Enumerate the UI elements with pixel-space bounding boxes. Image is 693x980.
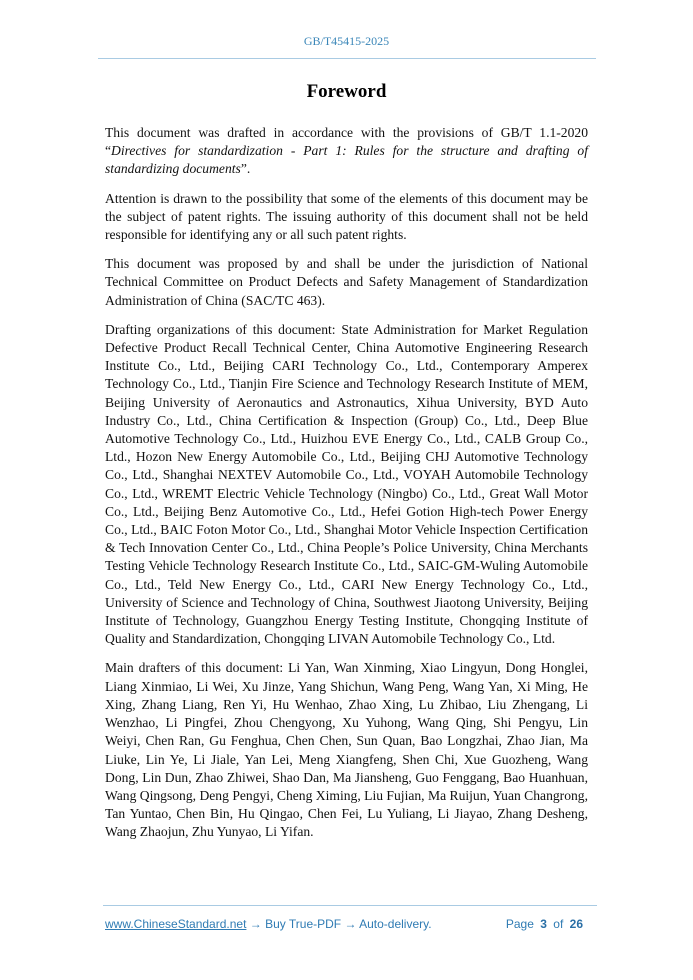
paragraph-jurisdiction: This document was proposed by and shall be under the jurisdiction of National Technical Committee on Product Defects and Safety Management of Standardization Administration of China (SAC/TC 463). [105, 256, 588, 308]
page-number [503, 917, 583, 931]
paragraph-patent-notice: Attention is drawn to the possibility that some of the elements of this document may be the subject of patent rights. The issuing authority of this document shall not be held responsible for identifying any or all such patent rights. [105, 190, 588, 243]
drafting-rules-text: This document was drafted in accordance with the provisions of GB/T 1.1-2020 “ [105, 125, 588, 159]
page-footer [105, 917, 583, 931]
paragraph-drafting-organizations: Drafting organizations of this document: State Administration for Market Regulation Defective Product Recall Technical Center, China Automotive Engineering Research Institute Co., Ltd., Beijing CARI Technology Co., Ltd., Contemporary Amperex Technology Co., Ltd., Tianjin Fire Science and Technology Research Institute of MEM, Beijing University of Aeronautics and Astronautics, Xihua University, BYD Auto Industry Co., Ltd., China Certification & Inspection (Group) Co., Ltd., Deep Blue Automotive Technology Co., Ltd., Huizhou EVE Energy Co., Ltd., CALB Group Co., Ltd., Hozon New Energy Automobile Co., Ltd., Beijing CHJ Automotive Technology Co., Ltd., Shanghai NEXTEV Automobile Co., Ltd., VOYAH Automobile Technology Co., Ltd., WREMT Electric Vehicle Technology (Ningbo) Co., Ltd., Great Wall Motor Co., Ltd., Beijing Benz Automotive Co., Ltd., Hefei Gotion High-tech Power Energy Co., Ltd., BAIC Foton Motor Co., Ltd., Shanghai Motor Vehicle Inspection Certification & Tech Innovation Center Co., Ltd., China People’s Police University, China Merchants Testing Vehicle Technology Research Institute Co., Ltd., SAIC-GM-Wuling Automobile Co., Ltd., Teld New Energy Co., Ltd., CARI New Energy Technology Co., Ltd., University of Science and Technology of China, Southwest Jiaotong University, Beijing Institute of Technology, Guangzhou Energy Testing Institute, Chongqing Institute of Quality and Standardization, Chongqing LIVAN Automobile Technology Co., Ltd. [105, 321, 588, 647]
footer-promo [105, 917, 432, 931]
paragraph-main-drafters: Main drafters of this document: Li Yan, Wan Xinming, Xiao Lingyun, Dong Honglei, Liang Xinmiao, Li Wei, Xu Jinze, Yang Shichun, Wang Peng, Wang Yan, Xi Ming, He Xing, Zhang Liang, Ren Yi, Hu Wenhao, Zhao Xing, Lu Zhibao, Liu Zhengang, Li Wenzhao, Li Pingfei, Zhou Chengyong, Xu Yuhong, Wang Qing, Shi Pengyu, Lin Weiyi, Chen Ran, Gu Fenghua, Chen Chen, Sun Quan, Bao Longzhai, Zhao Jian, Ma Liuke, Lin Ye, Li Jiale, Yan Lei, Meng Xiangfeng, Shen Chi, Xue Guozheng, Wang Dong, Lin Dun, Zhao Zhiwei, Shao Dan, Ma Jiansheng, Guo Fenggang, Bao Huanhuan, Wang Qingsong, Deng Pengyi, Cheng Ximing, Liu Fujian, Ma Ruijun, Yuan Changrong, Tan Yuntao, Chen Bin, Hu Qingao, Chen Fei, Lu Yuliang, Li Jiayao, Zhang Desheng, Wang Zhaojun, Zhu Yunyao, Li Yifan. [105, 660, 588, 840]
directive-title-italic: Directives for standardization - Part 1: Rules for the structure and drafting of standardizing documents [105, 143, 588, 177]
footer-divider [103, 905, 597, 906]
chinesestandard-link[interactable]: www.ChineseStandard.net [105, 917, 247, 931]
page-current: 3 [540, 917, 547, 931]
page-label: Page [505, 917, 534, 931]
page-of-label: of [553, 917, 564, 931]
foreword-body [105, 124, 588, 853]
paragraph-drafting-rules [105, 124, 588, 179]
header-divider [98, 58, 596, 59]
drafting-rules-closing: ”. [240, 161, 251, 177]
footer-tagline: → Buy True-PDF → Auto-delivery. [246, 917, 432, 931]
page-title: Foreword [306, 81, 387, 102]
document-code-header: GB/T45415-2025 [303, 34, 390, 48]
page-total: 26 [569, 917, 583, 931]
